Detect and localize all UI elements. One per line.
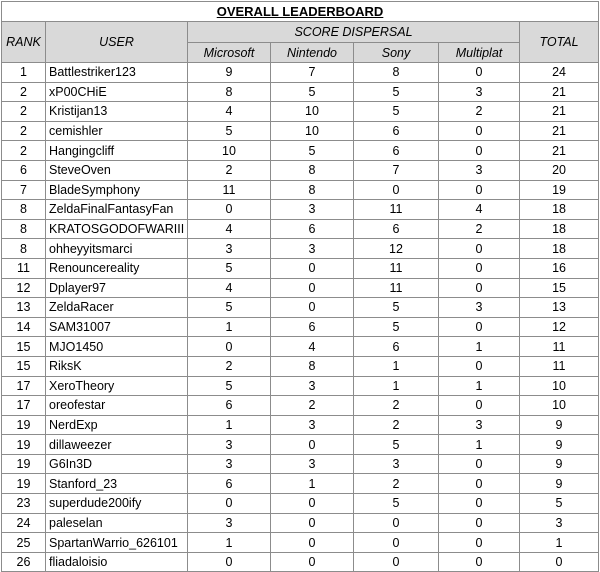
nintendo-score-cell: 3 <box>271 200 354 220</box>
rank-cell: 7 <box>2 180 46 200</box>
multiplat-score-cell: 2 <box>439 102 520 122</box>
table-row <box>2 82 599 102</box>
rank-cell: 8 <box>2 219 46 239</box>
multiplat-score-cell: 3 <box>439 82 520 102</box>
table-row <box>2 337 599 357</box>
leaderboard-table <box>1 1 599 572</box>
rank-cell: 13 <box>2 298 46 318</box>
total-score-cell: 12 <box>520 317 599 337</box>
nintendo-score-cell: 8 <box>271 180 354 200</box>
rank-cell: 8 <box>2 200 46 220</box>
rank-cell: 15 <box>2 356 46 376</box>
nintendo-score-cell: 10 <box>271 121 354 141</box>
table-row <box>2 160 599 180</box>
user-cell: oreofestar <box>46 396 188 416</box>
total-score-cell: 0 <box>520 552 599 572</box>
sony-score-cell: 5 <box>354 298 439 318</box>
user-header: USER <box>46 22 188 63</box>
rank-cell: 2 <box>2 141 46 161</box>
total-score-cell: 13 <box>520 298 599 318</box>
microsoft-score-cell: 8 <box>188 82 271 102</box>
nintendo-score-cell: 0 <box>271 278 354 298</box>
total-score-cell: 9 <box>520 454 599 474</box>
table-row <box>2 454 599 474</box>
multiplat-score-cell: 0 <box>439 141 520 161</box>
microsoft-score-cell: 4 <box>188 219 271 239</box>
rank-cell: 26 <box>2 552 46 572</box>
sony-score-cell: 5 <box>354 435 439 455</box>
microsoft-score-cell: 1 <box>188 317 271 337</box>
multiplat-score-cell: 0 <box>439 533 520 553</box>
nintendo-header: Nintendo <box>271 43 354 63</box>
user-cell: xP00CHiE <box>46 82 188 102</box>
user-cell: RiksK <box>46 356 188 376</box>
sony-score-cell: 1 <box>354 356 439 376</box>
total-score-cell: 3 <box>520 513 599 533</box>
rank-cell: 14 <box>2 317 46 337</box>
sony-score-cell: 11 <box>354 258 439 278</box>
nintendo-score-cell: 3 <box>271 376 354 396</box>
nintendo-score-cell: 3 <box>271 415 354 435</box>
multiplat-score-cell: 0 <box>439 239 520 259</box>
nintendo-score-cell: 2 <box>271 396 354 416</box>
nintendo-score-cell: 0 <box>271 494 354 514</box>
microsoft-score-cell: 1 <box>188 415 271 435</box>
total-score-cell: 18 <box>520 200 599 220</box>
microsoft-score-cell: 0 <box>188 337 271 357</box>
multiplat-score-cell: 0 <box>439 494 520 514</box>
total-score-cell: 10 <box>520 396 599 416</box>
microsoft-score-cell: 0 <box>188 200 271 220</box>
microsoft-score-cell: 2 <box>188 160 271 180</box>
user-cell: Stanford_23 <box>46 474 188 494</box>
nintendo-score-cell: 10 <box>271 102 354 122</box>
nintendo-score-cell: 3 <box>271 454 354 474</box>
user-cell: BladeSymphony <box>46 180 188 200</box>
microsoft-score-cell: 9 <box>188 63 271 83</box>
multiplat-header: Multiplat <box>439 43 520 63</box>
sony-score-cell: 0 <box>354 552 439 572</box>
sony-score-cell: 2 <box>354 474 439 494</box>
user-cell: Hangingcliff <box>46 141 188 161</box>
rank-cell: 11 <box>2 258 46 278</box>
total-score-cell: 9 <box>520 415 599 435</box>
user-cell: Renouncereality <box>46 258 188 278</box>
rank-cell: 23 <box>2 494 46 514</box>
rank-cell: 19 <box>2 454 46 474</box>
sony-score-cell: 0 <box>354 513 439 533</box>
rank-cell: 19 <box>2 435 46 455</box>
user-cell: XeroTheory <box>46 376 188 396</box>
sony-score-cell: 12 <box>354 239 439 259</box>
score-dispersal-header: SCORE DISPERSAL <box>188 22 520 43</box>
multiplat-score-cell: 1 <box>439 337 520 357</box>
multiplat-score-cell: 3 <box>439 160 520 180</box>
microsoft-score-cell: 3 <box>188 239 271 259</box>
total-score-cell: 19 <box>520 180 599 200</box>
rank-cell: 2 <box>2 121 46 141</box>
nintendo-score-cell: 5 <box>271 141 354 161</box>
multiplat-score-cell: 0 <box>439 63 520 83</box>
rank-cell: 2 <box>2 102 46 122</box>
nintendo-score-cell: 0 <box>271 552 354 572</box>
rank-cell: 17 <box>2 396 46 416</box>
multiplat-score-cell: 0 <box>439 396 520 416</box>
user-cell: Kristijan13 <box>46 102 188 122</box>
user-cell: MJO1450 <box>46 337 188 357</box>
microsoft-score-cell: 5 <box>188 376 271 396</box>
sony-score-cell: 7 <box>354 160 439 180</box>
microsoft-score-cell: 4 <box>188 278 271 298</box>
total-score-cell: 16 <box>520 258 599 278</box>
table-row <box>2 258 599 278</box>
table-row <box>2 63 599 83</box>
rank-cell: 8 <box>2 239 46 259</box>
multiplat-score-cell: 0 <box>439 258 520 278</box>
nintendo-score-cell: 5 <box>271 82 354 102</box>
sony-score-cell: 8 <box>354 63 439 83</box>
microsoft-score-cell: 1 <box>188 533 271 553</box>
microsoft-header: Microsoft <box>188 43 271 63</box>
multiplat-score-cell: 0 <box>439 180 520 200</box>
sony-score-cell: 6 <box>354 219 439 239</box>
nintendo-score-cell: 4 <box>271 337 354 357</box>
multiplat-score-cell: 0 <box>439 121 520 141</box>
multiplat-score-cell: 1 <box>439 376 520 396</box>
multiplat-score-cell: 0 <box>439 513 520 533</box>
nintendo-score-cell: 0 <box>271 258 354 278</box>
leaderboard-body <box>2 63 599 572</box>
multiplat-score-cell: 0 <box>439 454 520 474</box>
microsoft-score-cell: 0 <box>188 494 271 514</box>
table-row <box>2 494 599 514</box>
total-score-cell: 18 <box>520 239 599 259</box>
total-score-cell: 11 <box>520 337 599 357</box>
nintendo-score-cell: 0 <box>271 533 354 553</box>
user-cell: KRATOSGODOFWARIII <box>46 219 188 239</box>
user-cell: ZeldaRacer <box>46 298 188 318</box>
multiplat-score-cell: 0 <box>439 356 520 376</box>
rank-cell: 25 <box>2 533 46 553</box>
total-score-cell: 9 <box>520 474 599 494</box>
microsoft-score-cell: 3 <box>188 435 271 455</box>
sony-score-cell: 6 <box>354 141 439 161</box>
multiplat-score-cell: 0 <box>439 278 520 298</box>
sony-score-cell: 2 <box>354 415 439 435</box>
rank-cell: 15 <box>2 337 46 357</box>
total-score-cell: 11 <box>520 356 599 376</box>
sony-score-cell: 11 <box>354 278 439 298</box>
nintendo-score-cell: 0 <box>271 513 354 533</box>
microsoft-score-cell: 5 <box>188 121 271 141</box>
sony-score-cell: 2 <box>354 396 439 416</box>
nintendo-score-cell: 8 <box>271 160 354 180</box>
nintendo-score-cell: 6 <box>271 317 354 337</box>
rank-cell: 17 <box>2 376 46 396</box>
total-score-cell: 5 <box>520 494 599 514</box>
table-row <box>2 552 599 572</box>
sony-header: Sony <box>354 43 439 63</box>
table-row <box>2 376 599 396</box>
sony-score-cell: 0 <box>354 533 439 553</box>
sony-score-cell: 5 <box>354 317 439 337</box>
sony-score-cell: 5 <box>354 82 439 102</box>
user-cell: SteveOven <box>46 160 188 180</box>
rank-cell: 1 <box>2 63 46 83</box>
total-score-cell: 10 <box>520 376 599 396</box>
user-cell: superdude200ify <box>46 494 188 514</box>
sony-score-cell: 6 <box>354 121 439 141</box>
rank-cell: 2 <box>2 82 46 102</box>
rank-cell: 6 <box>2 160 46 180</box>
rank-cell: 19 <box>2 415 46 435</box>
total-score-cell: 21 <box>520 141 599 161</box>
sony-score-cell: 5 <box>354 102 439 122</box>
user-cell: ZeldaFinalFantasyFan <box>46 200 188 220</box>
total-score-cell: 1 <box>520 533 599 553</box>
table-row <box>2 396 599 416</box>
table-row <box>2 533 599 553</box>
table-row <box>2 121 599 141</box>
total-score-cell: 18 <box>520 219 599 239</box>
total-header: TOTAL <box>520 22 599 63</box>
microsoft-score-cell: 4 <box>188 102 271 122</box>
nintendo-score-cell: 3 <box>271 239 354 259</box>
multiplat-score-cell: 0 <box>439 317 520 337</box>
table-row <box>2 317 599 337</box>
user-cell: SpartanWarrio_626101 <box>46 533 188 553</box>
total-score-cell: 24 <box>520 63 599 83</box>
nintendo-score-cell: 7 <box>271 63 354 83</box>
nintendo-score-cell: 0 <box>271 435 354 455</box>
user-cell: dillaweezer <box>46 435 188 455</box>
table-row <box>2 474 599 494</box>
nintendo-score-cell: 1 <box>271 474 354 494</box>
user-cell: SAM31007 <box>46 317 188 337</box>
total-score-cell: 9 <box>520 435 599 455</box>
microsoft-score-cell: 5 <box>188 258 271 278</box>
user-cell: Dplayer97 <box>46 278 188 298</box>
table-row <box>2 356 599 376</box>
table-row <box>2 435 599 455</box>
microsoft-score-cell: 2 <box>188 356 271 376</box>
total-score-cell: 21 <box>520 121 599 141</box>
table-row <box>2 180 599 200</box>
table-row <box>2 141 599 161</box>
user-cell: cemishler <box>46 121 188 141</box>
sony-score-cell: 5 <box>354 494 439 514</box>
rank-cell: 12 <box>2 278 46 298</box>
multiplat-score-cell: 2 <box>439 219 520 239</box>
user-cell: fliadaloisio <box>46 552 188 572</box>
user-cell: G6In3D <box>46 454 188 474</box>
multiplat-score-cell: 0 <box>439 474 520 494</box>
rank-header: RANK <box>2 22 46 63</box>
user-cell: Battlestriker123 <box>46 63 188 83</box>
nintendo-score-cell: 8 <box>271 356 354 376</box>
table-row <box>2 513 599 533</box>
sony-score-cell: 1 <box>354 376 439 396</box>
microsoft-score-cell: 11 <box>188 180 271 200</box>
microsoft-score-cell: 5 <box>188 298 271 318</box>
table-row <box>2 200 599 220</box>
multiplat-score-cell: 3 <box>439 298 520 318</box>
microsoft-score-cell: 6 <box>188 396 271 416</box>
leaderboard-title: OVERALL LEADERBOARD <box>2 2 599 22</box>
multiplat-score-cell: 3 <box>439 415 520 435</box>
multiplat-score-cell: 4 <box>439 200 520 220</box>
microsoft-score-cell: 0 <box>188 552 271 572</box>
microsoft-score-cell: 3 <box>188 513 271 533</box>
rank-cell: 19 <box>2 474 46 494</box>
user-cell: NerdExp <box>46 415 188 435</box>
table-row <box>2 219 599 239</box>
table-row <box>2 102 599 122</box>
rank-cell: 24 <box>2 513 46 533</box>
microsoft-score-cell: 3 <box>188 454 271 474</box>
user-cell: ohheyyitsmarci <box>46 239 188 259</box>
multiplat-score-cell: 0 <box>439 552 520 572</box>
multiplat-score-cell: 1 <box>439 435 520 455</box>
sony-score-cell: 11 <box>354 200 439 220</box>
sony-score-cell: 6 <box>354 337 439 357</box>
user-cell: paleselan <box>46 513 188 533</box>
total-score-cell: 21 <box>520 82 599 102</box>
microsoft-score-cell: 10 <box>188 141 271 161</box>
nintendo-score-cell: 6 <box>271 219 354 239</box>
sony-score-cell: 3 <box>354 454 439 474</box>
nintendo-score-cell: 0 <box>271 298 354 318</box>
sony-score-cell: 0 <box>354 180 439 200</box>
table-row <box>2 298 599 318</box>
table-row <box>2 415 599 435</box>
table-row <box>2 239 599 259</box>
total-score-cell: 15 <box>520 278 599 298</box>
microsoft-score-cell: 6 <box>188 474 271 494</box>
table-row <box>2 278 599 298</box>
total-score-cell: 21 <box>520 102 599 122</box>
total-score-cell: 20 <box>520 160 599 180</box>
